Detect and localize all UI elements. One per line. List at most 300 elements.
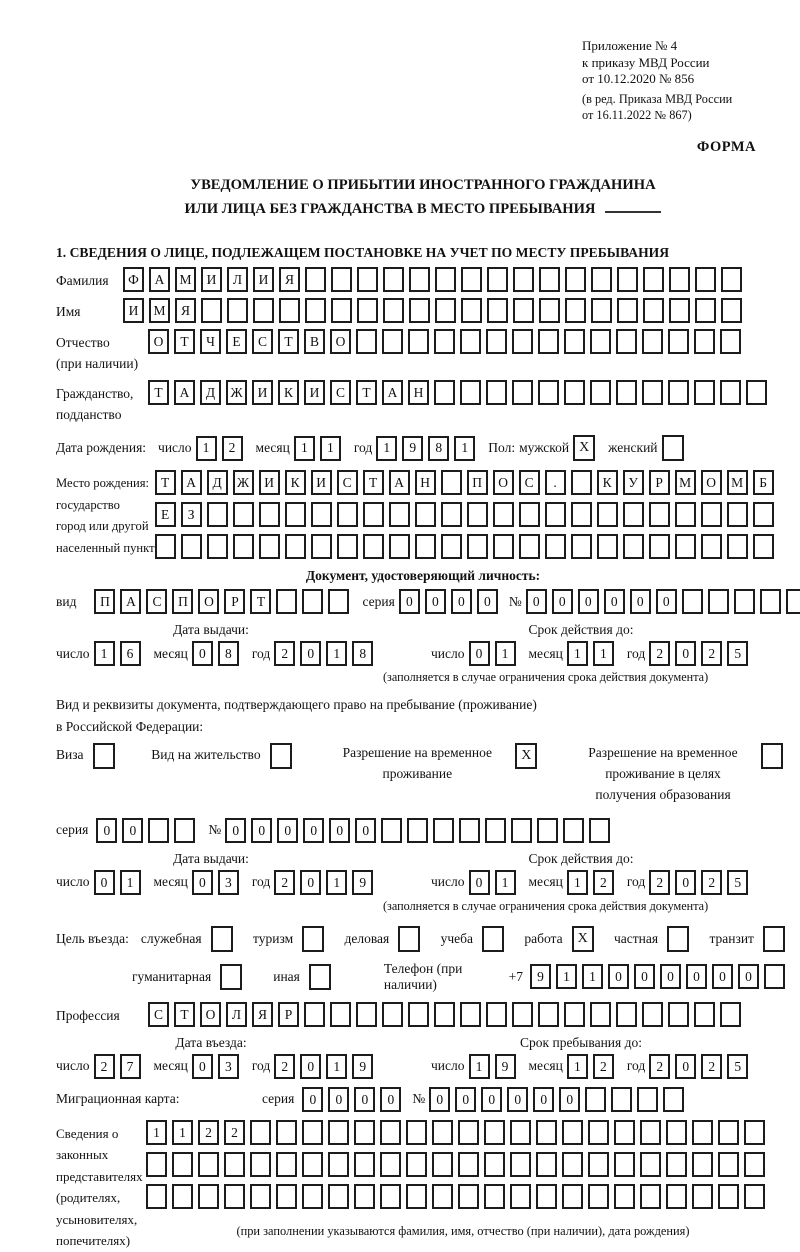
char-cell[interactable] [432,1184,453,1209]
char-cell[interactable]: 2 [649,1054,670,1079]
char-cell[interactable]: 0 [533,1087,554,1112]
char-cell[interactable]: 7 [120,1054,141,1079]
char-cell[interactable] [250,1152,271,1177]
char-cell[interactable] [564,329,585,354]
char-cell[interactable]: И [304,380,325,405]
birth-day-cells[interactable] [196,436,248,461]
char-cell[interactable]: 9 [530,964,551,989]
char-cell[interactable] [172,1184,193,1209]
birth-place-row1[interactable] [155,470,779,495]
char-cell[interactable] [459,818,480,843]
char-cell[interactable]: С [148,1002,169,1027]
char-cell[interactable] [694,380,715,405]
char-cell[interactable]: 0 [380,1087,401,1112]
char-cell[interactable]: 8 [428,436,449,461]
char-cell[interactable] [434,380,455,405]
char-cell[interactable] [460,380,481,405]
char-cell[interactable] [536,1120,557,1145]
char-cell[interactable] [302,1152,323,1177]
profession-boxes[interactable] [148,1002,746,1027]
char-cell[interactable]: 9 [495,1054,516,1079]
char-cell[interactable] [409,298,430,323]
representatives-row2[interactable] [146,1152,770,1177]
char-cell[interactable]: 8 [352,641,373,666]
migration-number-cells[interactable] [429,1087,689,1112]
char-cell[interactable]: И [201,267,222,292]
entry-month-cells[interactable] [192,1054,244,1079]
char-cell[interactable] [564,1002,585,1027]
char-cell[interactable] [484,1184,505,1209]
char-cell[interactable] [597,534,618,559]
char-cell[interactable]: 1 [582,964,603,989]
representatives-row1[interactable] [146,1120,770,1145]
option-checkbox[interactable] [482,926,504,952]
sex-female-checkbox[interactable] [662,435,689,461]
option-checkbox[interactable] [220,964,242,990]
char-cell[interactable]: 3 [218,1054,239,1079]
char-cell[interactable] [146,1184,167,1209]
char-cell[interactable] [409,267,430,292]
char-cell[interactable]: Ж [226,380,247,405]
char-cell[interactable]: 0 [630,589,651,614]
char-cell[interactable]: 1 [567,641,588,666]
char-cell[interactable] [328,589,349,614]
char-cell[interactable] [597,502,618,527]
char-cell[interactable] [668,329,689,354]
option-checkbox[interactable] [398,926,420,952]
char-cell[interactable]: Д [207,470,228,495]
char-cell[interactable] [637,1087,658,1112]
issue-year-cells[interactable] [274,641,378,666]
char-cell[interactable] [311,502,332,527]
char-cell[interactable]: 1 [567,1054,588,1079]
char-cell[interactable]: 0 [277,818,298,843]
char-cell[interactable]: Т [174,1002,195,1027]
char-cell[interactable] [571,534,592,559]
char-cell[interactable] [441,534,462,559]
entry-day-cells[interactable] [94,1054,146,1079]
char-cell[interactable] [538,1002,559,1027]
char-cell[interactable] [701,534,722,559]
char-cell[interactable] [461,298,482,323]
char-cell[interactable] [590,1002,611,1027]
char-cell[interactable]: Т [278,329,299,354]
char-cell[interactable] [545,502,566,527]
char-cell[interactable]: А [181,470,202,495]
char-cell[interactable] [513,267,534,292]
char-cell[interactable] [407,818,428,843]
char-cell[interactable]: 5 [727,1054,748,1079]
char-cell[interactable] [276,589,297,614]
char-cell[interactable]: 0 [507,1087,528,1112]
char-cell[interactable] [571,470,592,495]
char-cell[interactable]: 9 [352,870,373,895]
char-cell[interactable] [539,267,560,292]
char-cell[interactable] [588,1152,609,1177]
char-cell[interactable]: 1 [376,436,397,461]
char-cell[interactable]: 0 [455,1087,476,1112]
char-cell[interactable] [564,380,585,405]
char-cell[interactable] [389,534,410,559]
migration-series-cells[interactable] [302,1087,406,1112]
char-cell[interactable]: 0 [303,818,324,843]
char-cell[interactable]: С [252,329,273,354]
char-cell[interactable] [591,267,612,292]
char-cell[interactable]: 1 [556,964,577,989]
issue-month-cells[interactable] [192,870,244,895]
char-cell[interactable]: И [311,470,332,495]
char-cell[interactable] [511,818,532,843]
char-cell[interactable] [279,298,300,323]
char-cell[interactable]: Р [278,1002,299,1027]
char-cell[interactable]: 0 [329,818,350,843]
stay-day-cells[interactable] [469,1054,521,1079]
char-cell[interactable]: К [597,470,618,495]
char-cell[interactable]: 0 [675,870,696,895]
char-cell[interactable]: 2 [593,870,614,895]
char-cell[interactable] [663,1087,684,1112]
char-cell[interactable]: 1 [454,436,475,461]
char-cell[interactable] [692,1184,713,1209]
char-cell[interactable] [198,1184,219,1209]
char-cell[interactable] [487,267,508,292]
char-cell[interactable] [682,589,703,614]
char-cell[interactable]: 1 [120,870,141,895]
char-cell[interactable] [718,1152,739,1177]
option-checkbox[interactable] [761,743,783,769]
char-cell[interactable] [692,1152,713,1177]
char-cell[interactable] [744,1120,765,1145]
citizenship-boxes[interactable] [148,380,772,405]
char-cell[interactable]: С [519,470,540,495]
char-cell[interactable]: Л [226,1002,247,1027]
char-cell[interactable] [720,329,741,354]
doc-number-cells[interactable] [526,589,800,614]
char-cell[interactable]: 1 [593,641,614,666]
char-cell[interactable] [233,534,254,559]
stay-month-cells[interactable] [567,1054,619,1079]
char-cell[interactable] [694,329,715,354]
char-cell[interactable] [666,1152,687,1177]
expiry-month-cells[interactable] [567,641,619,666]
char-cell[interactable]: 0 [354,1087,375,1112]
char-cell[interactable] [383,267,404,292]
char-cell[interactable]: Т [174,329,195,354]
char-cell[interactable]: 1 [495,641,516,666]
char-cell[interactable] [354,1184,375,1209]
char-cell[interactable]: Е [226,329,247,354]
representatives-row3[interactable] [146,1184,770,1209]
char-cell[interactable] [694,1002,715,1027]
char-cell[interactable] [406,1120,427,1145]
doc-kind-cells[interactable] [94,589,354,614]
char-cell[interactable]: 0 [300,1054,321,1079]
char-cell[interactable]: Т [148,380,169,405]
char-cell[interactable] [563,818,584,843]
char-cell[interactable] [753,502,774,527]
issue-month-cells[interactable] [192,641,244,666]
doc-series-cells[interactable] [399,589,503,614]
char-cell[interactable] [585,1087,606,1112]
char-cell[interactable]: 2 [593,1054,614,1079]
char-cell[interactable] [616,329,637,354]
char-cell[interactable] [467,502,488,527]
char-cell[interactable] [727,502,748,527]
char-cell[interactable]: 0 [634,964,655,989]
char-cell[interactable]: Я [252,1002,273,1027]
char-cell[interactable] [224,1152,245,1177]
char-cell[interactable] [493,534,514,559]
char-cell[interactable] [285,534,306,559]
char-cell[interactable] [493,502,514,527]
birth-month-cells[interactable] [294,436,346,461]
char-cell[interactable]: 0 [399,589,420,614]
char-cell[interactable] [721,298,742,323]
char-cell[interactable]: 3 [218,870,239,895]
char-cell[interactable]: 0 [660,964,681,989]
char-cell[interactable]: 8 [218,641,239,666]
char-cell[interactable]: Н [408,380,429,405]
char-cell[interactable] [381,818,402,843]
char-cell[interactable]: 1 [320,436,341,461]
char-cell[interactable] [356,1002,377,1027]
char-cell[interactable] [760,589,781,614]
char-cell[interactable]: О [493,470,514,495]
char-cell[interactable] [614,1152,635,1177]
char-cell[interactable]: Е [155,502,176,527]
char-cell[interactable] [642,1002,663,1027]
char-cell[interactable] [538,329,559,354]
char-cell[interactable] [408,329,429,354]
char-cell[interactable] [640,1120,661,1145]
char-cell[interactable] [432,1152,453,1177]
char-cell[interactable] [460,1002,481,1027]
char-cell[interactable] [305,298,326,323]
char-cell[interactable] [357,298,378,323]
char-cell[interactable] [356,329,377,354]
char-cell[interactable] [383,298,404,323]
char-cell[interactable] [786,589,800,614]
char-cell[interactable] [519,502,540,527]
expiry-year-cells[interactable] [649,641,753,666]
expiry-month-cells[interactable] [567,870,619,895]
char-cell[interactable] [744,1184,765,1209]
char-cell[interactable]: 0 [738,964,759,989]
char-cell[interactable]: 0 [300,870,321,895]
char-cell[interactable] [588,1184,609,1209]
char-cell[interactable]: З [181,502,202,527]
char-cell[interactable] [487,298,508,323]
char-cell[interactable]: К [285,470,306,495]
char-cell[interactable]: И [252,380,273,405]
char-cell[interactable] [484,1152,505,1177]
char-cell[interactable] [207,534,228,559]
char-cell[interactable] [510,1120,531,1145]
expiry-day-cells[interactable] [469,870,521,895]
char-cell[interactable] [441,470,462,495]
char-cell[interactable] [285,502,306,527]
char-cell[interactable] [354,1120,375,1145]
char-cell[interactable] [669,267,690,292]
char-cell[interactable] [753,534,774,559]
char-cell[interactable] [458,1152,479,1177]
char-cell[interactable]: 5 [727,641,748,666]
char-cell[interactable]: П [467,470,488,495]
char-cell[interactable]: 0 [328,1087,349,1112]
char-cell[interactable]: 0 [300,641,321,666]
given-name-boxes[interactable] [123,298,747,323]
char-cell[interactable]: 1 [469,1054,490,1079]
char-cell[interactable] [623,502,644,527]
char-cell[interactable] [146,1152,167,1177]
char-cell[interactable] [519,534,540,559]
birth-place-row2[interactable] [155,502,779,527]
char-cell[interactable] [302,1184,323,1209]
char-cell[interactable] [311,534,332,559]
char-cell[interactable] [590,380,611,405]
char-cell[interactable] [357,267,378,292]
char-cell[interactable]: 2 [94,1054,115,1079]
char-cell[interactable] [380,1184,401,1209]
char-cell[interactable]: С [330,380,351,405]
char-cell[interactable] [354,1152,375,1177]
char-cell[interactable]: 0 [559,1087,580,1112]
char-cell[interactable] [181,534,202,559]
char-cell[interactable] [406,1152,427,1177]
char-cell[interactable]: А [174,380,195,405]
char-cell[interactable]: 2 [701,1054,722,1079]
char-cell[interactable]: 0 [675,1054,696,1079]
char-cell[interactable] [545,534,566,559]
char-cell[interactable] [148,818,169,843]
char-cell[interactable] [562,1152,583,1177]
char-cell[interactable]: 0 [429,1087,450,1112]
char-cell[interactable] [513,298,534,323]
char-cell[interactable] [616,1002,637,1027]
surname-boxes[interactable] [123,267,747,292]
char-cell[interactable]: 0 [451,589,472,614]
char-cell[interactable] [512,380,533,405]
char-cell[interactable]: П [94,589,115,614]
char-cell[interactable] [617,298,638,323]
char-cell[interactable]: М [175,267,196,292]
char-cell[interactable]: М [149,298,170,323]
char-cell[interactable] [467,534,488,559]
char-cell[interactable] [415,502,436,527]
char-cell[interactable]: 1 [326,1054,347,1079]
expiry-day-cells[interactable] [469,641,521,666]
char-cell[interactable] [571,502,592,527]
char-cell[interactable] [649,502,670,527]
char-cell[interactable] [331,267,352,292]
char-cell[interactable]: Ж [233,470,254,495]
expiry-year-cells[interactable] [649,870,753,895]
char-cell[interactable]: Я [279,267,300,292]
char-cell[interactable] [721,267,742,292]
char-cell[interactable] [649,534,670,559]
char-cell[interactable] [433,818,454,843]
char-cell[interactable] [539,298,560,323]
char-cell[interactable] [484,1120,505,1145]
char-cell[interactable] [331,298,352,323]
char-cell[interactable]: 1 [94,641,115,666]
char-cell[interactable] [510,1152,531,1177]
char-cell[interactable] [666,1120,687,1145]
char-cell[interactable] [415,534,436,559]
char-cell[interactable] [662,435,684,461]
char-cell[interactable]: Я [175,298,196,323]
char-cell[interactable]: 0 [686,964,707,989]
char-cell[interactable]: С [146,589,167,614]
char-cell[interactable] [441,502,462,527]
char-cell[interactable] [380,1152,401,1177]
char-cell[interactable] [250,1120,271,1145]
char-cell[interactable]: Т [363,470,384,495]
char-cell[interactable] [259,502,280,527]
char-cell[interactable]: 0 [526,589,547,614]
char-cell[interactable] [611,1087,632,1112]
char-cell[interactable] [434,329,455,354]
char-cell[interactable] [734,589,755,614]
char-cell[interactable]: 2 [198,1120,219,1145]
entry-year-cells[interactable] [274,1054,378,1079]
stay-year-cells[interactable] [649,1054,753,1079]
char-cell[interactable]: О [148,329,169,354]
char-cell[interactable]: П [172,589,193,614]
char-cell[interactable] [458,1120,479,1145]
char-cell[interactable] [250,1184,271,1209]
char-cell[interactable]: 0 [192,641,213,666]
char-cell[interactable] [727,534,748,559]
char-cell[interactable]: М [675,470,696,495]
char-cell[interactable]: 0 [355,818,376,843]
char-cell[interactable] [276,1120,297,1145]
option-checkbox[interactable]: X [515,743,537,769]
option-checkbox[interactable] [309,964,331,990]
option-checkbox[interactable]: X [572,926,594,952]
char-cell[interactable]: Ч [200,329,221,354]
char-cell[interactable]: 1 [326,641,347,666]
char-cell[interactable]: 0 [425,589,446,614]
char-cell[interactable]: О [701,470,722,495]
phone-cells[interactable] [530,964,790,989]
char-cell[interactable] [562,1184,583,1209]
char-cell[interactable] [643,298,664,323]
char-cell[interactable] [302,1120,323,1145]
char-cell[interactable]: И [259,470,280,495]
option-checkbox[interactable] [270,743,292,769]
char-cell[interactable]: Л [227,267,248,292]
char-cell[interactable]: Н [415,470,436,495]
char-cell[interactable]: Р [224,589,245,614]
residence-series-cells[interactable] [96,818,200,843]
char-cell[interactable]: 0 [192,1054,213,1079]
char-cell[interactable] [669,298,690,323]
char-cell[interactable]: 0 [675,641,696,666]
patronymic-boxes[interactable] [148,329,746,354]
char-cell[interactable] [172,1152,193,1177]
char-cell[interactable]: 1 [196,436,217,461]
char-cell[interactable] [486,1002,507,1027]
char-cell[interactable] [642,380,663,405]
char-cell[interactable] [536,1152,557,1177]
sex-male-checkbox[interactable] [573,435,600,461]
char-cell[interactable] [614,1184,635,1209]
char-cell[interactable] [382,329,403,354]
char-cell[interactable]: А [382,380,403,405]
char-cell[interactable]: 2 [222,436,243,461]
char-cell[interactable]: 1 [294,436,315,461]
